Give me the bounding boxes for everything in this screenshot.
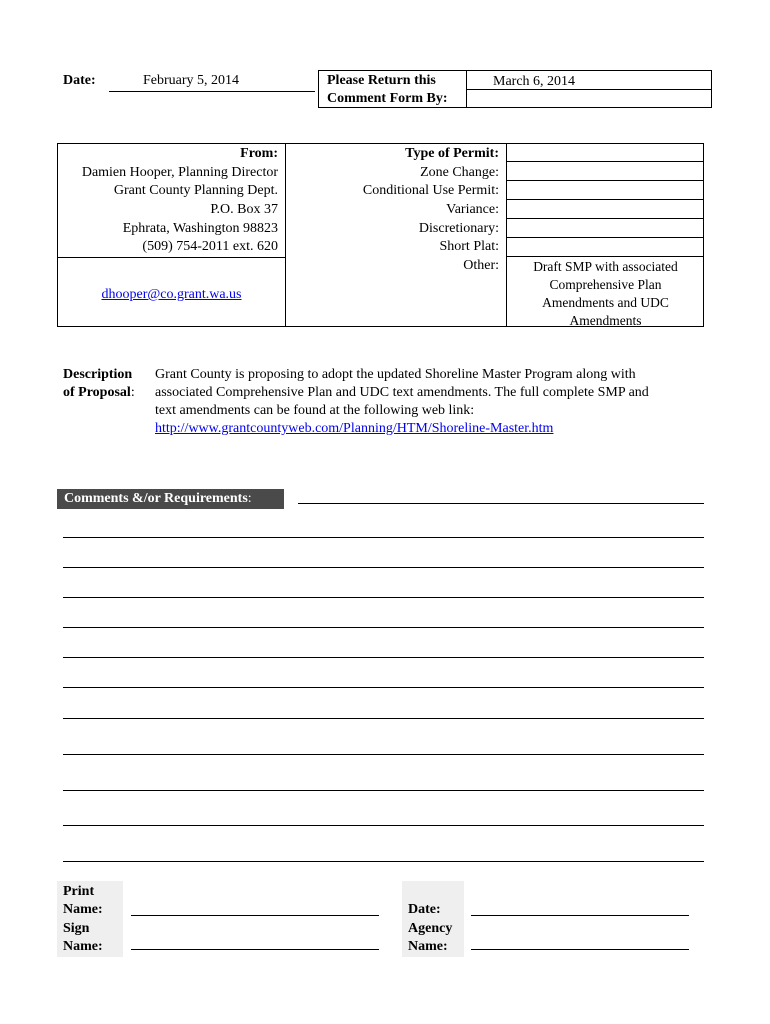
permit-short-plat-label: Short Plat: [439,239,499,254]
signature-date-label: Date: [408,902,441,917]
date-underline [109,91,315,92]
permit-other-value-line3[interactable]: Amendments and UDC [542,295,669,310]
return-by-date-value[interactable]: March 6, 2014 [493,74,576,89]
comments-first-line[interactable] [298,503,704,504]
comment-line[interactable] [63,657,704,658]
date-value[interactable]: February 5, 2014 [143,73,240,88]
agency-name-field[interactable] [471,949,689,950]
permit-heading: Type of Permit: [405,146,499,161]
from-phone: (509) 754-2011 ext. 620 [142,239,278,254]
permit-other-value-line2[interactable]: Comprehensive Plan [549,277,662,292]
from-heading: From: [240,146,278,161]
name-labels-box [57,881,123,957]
permit-conditional-use-label: Conditional Use Permit: [362,183,499,198]
info-table [57,143,704,327]
return-by-label-cell [319,71,467,107]
date-label: Date: [63,73,96,88]
print-name-label: Name: [63,902,103,917]
comment-line[interactable] [63,825,704,826]
comment-line[interactable] [63,718,704,719]
return-by-value-cell[interactable] [467,71,711,90]
return-by-box [318,70,712,108]
comments-header-colon: : [247,491,252,506]
from-name: Damien Hooper, Planning Director [81,165,278,180]
agency-label: Agency [408,921,453,936]
comment-line[interactable] [63,687,704,688]
return-by-label-line1: Please Return this [327,73,436,88]
permit-row-line-6 [506,256,703,257]
comment-line[interactable] [63,790,704,791]
description-text-line1: Grant County is proposing to adopt the updated Shoreline Master Program along with [155,367,636,382]
from-city: Ephrata, Washington 98823 [122,221,278,236]
from-divider [58,257,285,258]
description-text-line2: associated Comprehensive Plan and UDC text amendments. The full complete SMP and [155,385,649,400]
comments-header-label: Comments &/or Requirements [64,491,248,506]
comments-header [57,489,284,509]
sign-name-field[interactable] [131,949,379,950]
sign-name-label: Name: [63,939,103,954]
permit-other-value-line4[interactable]: Amendments [569,313,642,328]
from-department: Grant County Planning Dept. [113,183,278,198]
comment-line[interactable] [63,754,704,755]
permit-discretionary-field[interactable] [507,219,703,237]
description-label-colon: : [130,385,135,400]
comment-line[interactable] [63,567,704,568]
permit-short-plat-field[interactable] [507,238,703,256]
comments-header-text [64,490,252,508]
print-label: Print [63,884,95,899]
sign-label: Sign [63,921,90,936]
permit-variance-label: Variance: [446,202,499,217]
permit-conditional-use-field[interactable] [507,181,703,199]
permit-other-value-line1[interactable]: Draft SMP with associated [533,259,678,274]
comment-line[interactable] [63,597,704,598]
date-agency-labels-box [402,881,464,957]
description-label-line1: Description [63,367,133,382]
print-name-field[interactable] [131,915,379,916]
shoreline-master-link[interactable]: http://www.grantcountyweb.com/Planning/HTM/Shoreline-Master.htm [155,421,554,436]
description-text-line3: text amendments can be found at the following web link: [155,403,475,418]
description-label-line2: of Proposal [63,385,131,400]
comment-line[interactable] [63,861,704,862]
permit-variance-field[interactable] [507,200,703,218]
permit-zone-change-field[interactable] [507,162,703,180]
comment-line[interactable] [63,537,704,538]
description-label-line2-wrap [63,384,135,402]
from-email-link[interactable]: dhooper@co.grant.wa.us [101,287,242,302]
from-po-box: P.O. Box 37 [210,202,278,217]
return-by-label-line2: Comment Form By: [327,91,448,106]
permit-zone-change-label: Zone Change: [420,165,499,180]
comment-line[interactable] [63,627,704,628]
permit-other-label: Other: [463,258,499,273]
permit-discretionary-label: Discretionary: [418,221,499,236]
signature-date-field[interactable] [471,915,689,916]
agency-name-label: Name: [408,939,448,954]
